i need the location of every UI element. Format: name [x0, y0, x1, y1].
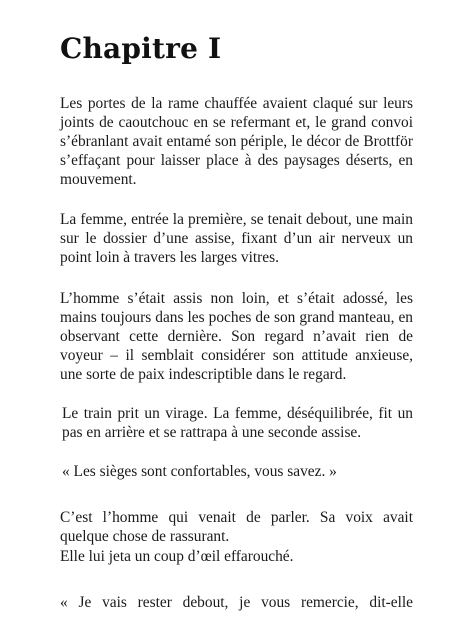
paragraph-3: L’homme s’était assis non loin, et s’était adossé, les mains toujours dans les poches de son grand manteau, en observant cette dernière. Son regard n’avait rien de voyeur – il semblait considérer son attitude anxieuse, une sorte de paix indescriptible dans le regard. [60, 290, 413, 383]
paragraph-5: C’est l’homme qui venait de parler. Sa voix avait quelque chose de rassurant. [60, 509, 413, 545]
dialogue-line-2: « Je vais rester debout, je vous remercie, dit-elle [60, 594, 413, 611]
paragraph-1: Les portes de la rame chauffée avaient claqué sur leurs joints de caoutchouc en se refermant et, le grand convoi s’ébranlant avait entamé son périple, le décor de Brottför s’effaçant pour laisser place à des paysages déserts, en mouvement. [60, 95, 413, 188]
chapter-title: Chapitre I [60, 32, 222, 65]
paragraph-2: La femme, entrée la première, se tenait debout, une main sur le dossier d’une assise, fixant d’un air nerveux un point loin à travers les larges vitres. [60, 211, 413, 266]
dialogue-line-1: « Les sièges sont confortables, vous savez. » [62, 463, 337, 480]
paragraph-6: Elle lui jeta un coup d’œil effarouché. [60, 548, 294, 565]
paragraph-4: Le train prit un virage. La femme, déséquilibrée, fit un pas en arrière et se rattrapa à une seconde assise. [62, 405, 413, 441]
